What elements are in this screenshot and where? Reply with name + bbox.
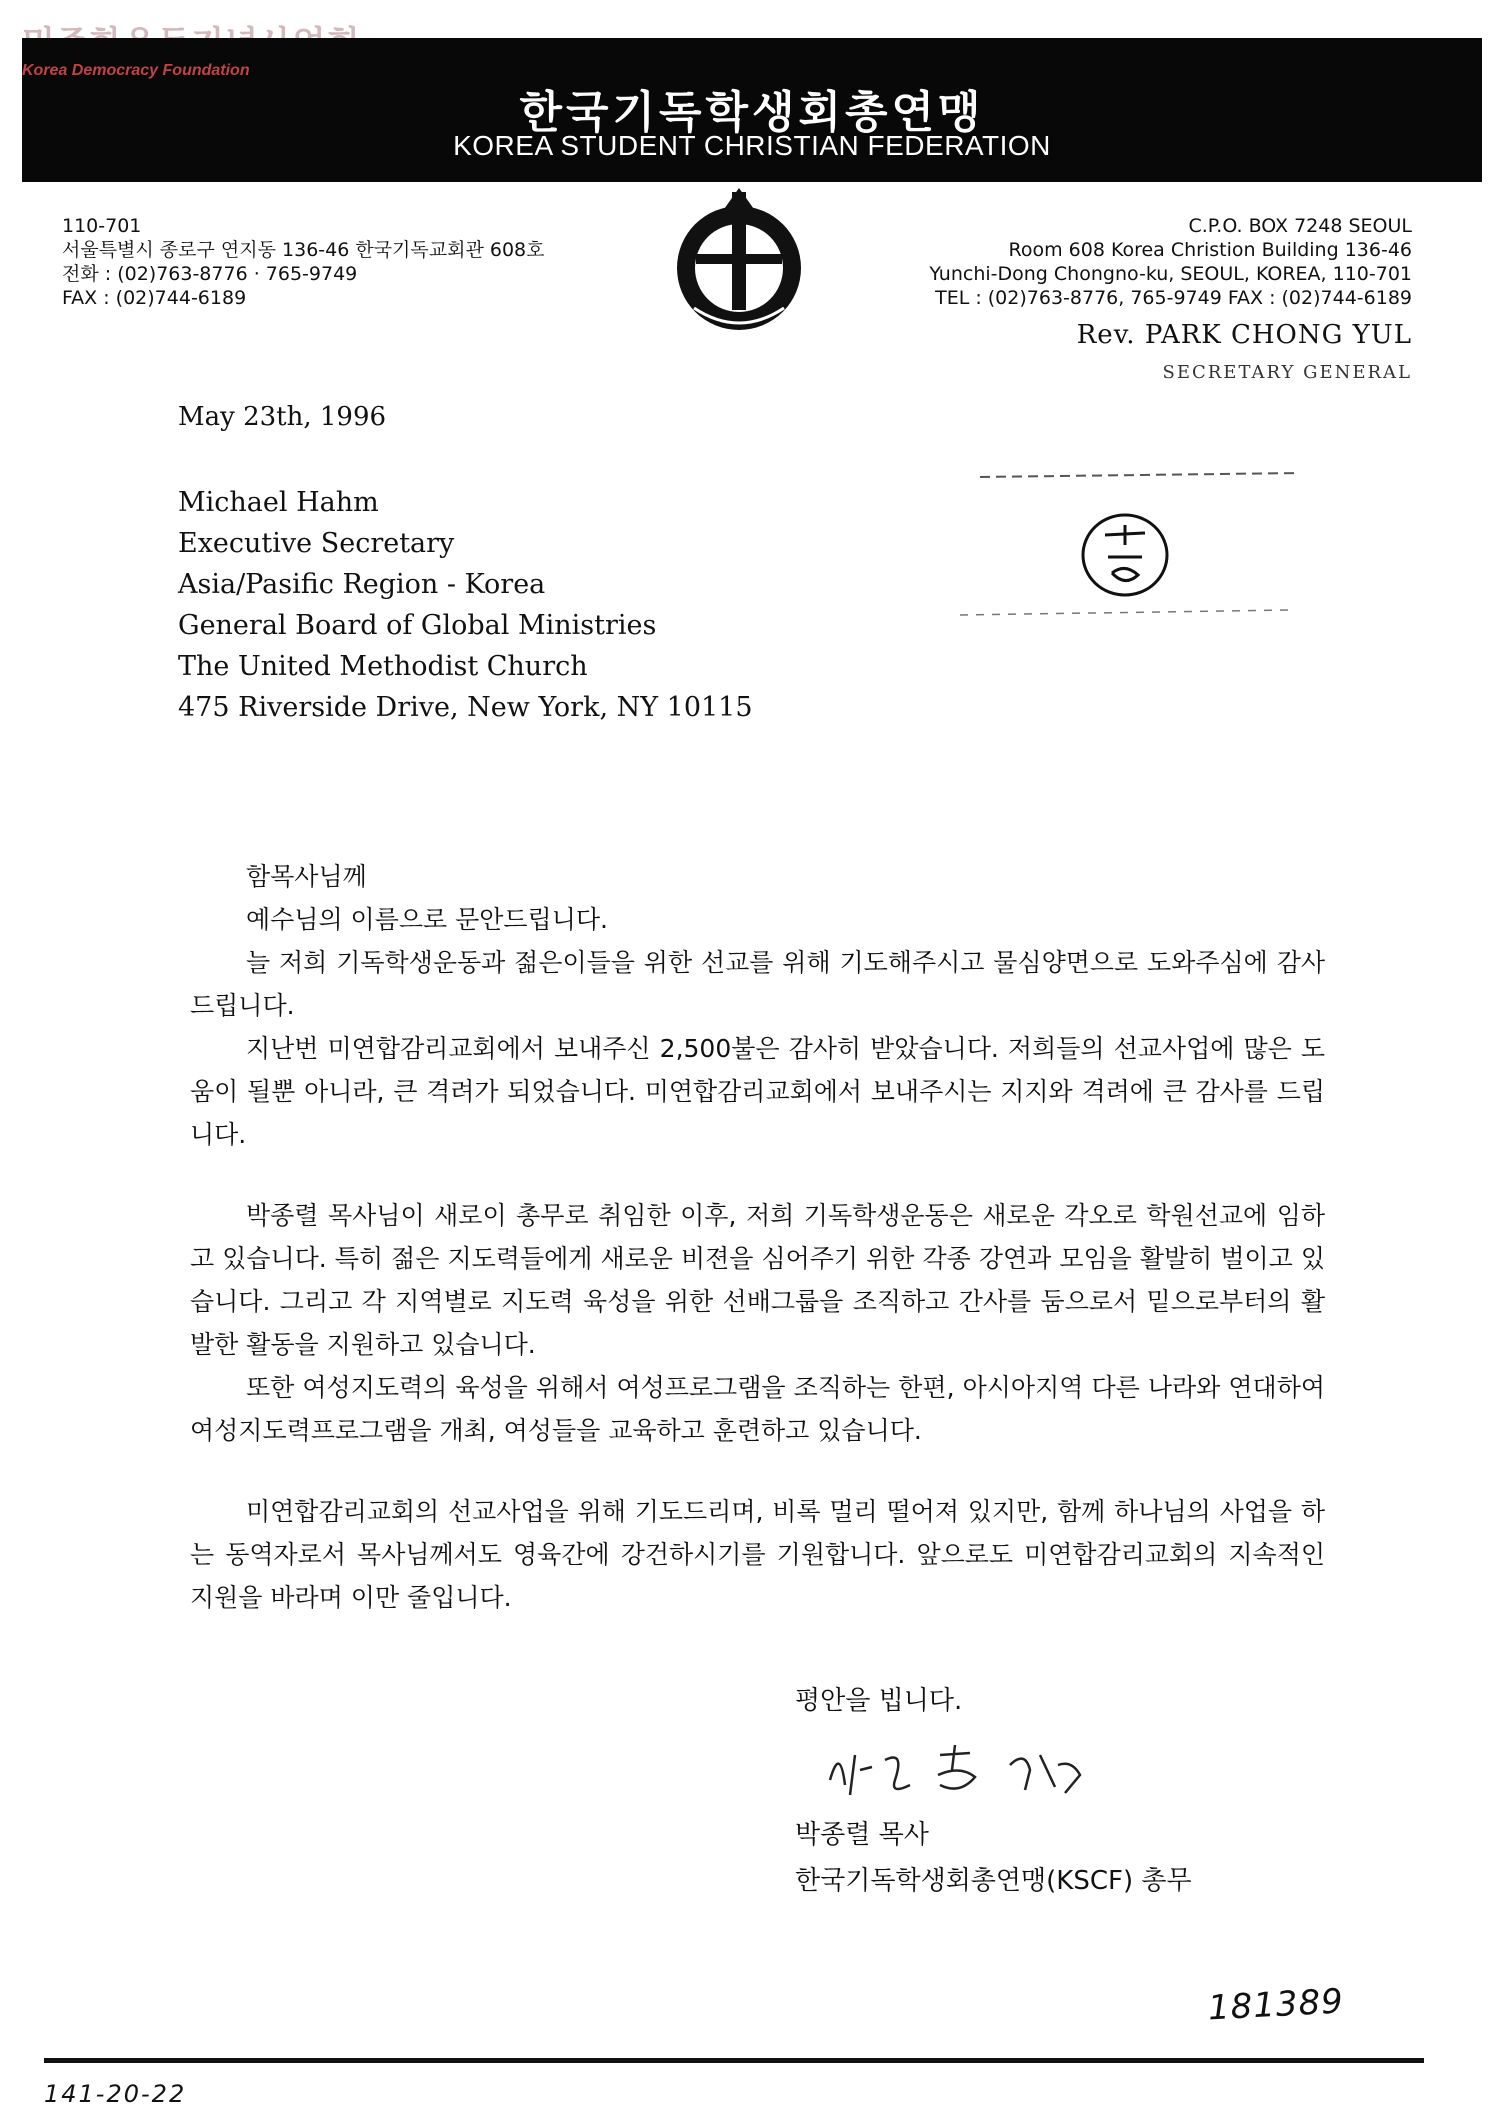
- organization-korean-name: 한국기독학생회총연맹: [519, 87, 985, 138]
- greeting: 예수님의 이름으로 문안드립니다.: [246, 905, 608, 934]
- signer-block: [795, 1812, 1192, 1904]
- recipient-line: Executive Secretary: [178, 528, 455, 559]
- kscf-logo-icon: [664, 188, 814, 338]
- reference-number: 141-20-22: [44, 2080, 187, 2108]
- address-line: 110-701: [62, 215, 142, 237]
- address-line: Room 608 Korea Christion Building 136-46: [1008, 239, 1412, 261]
- recipient-line: Michael Hahm: [178, 487, 379, 518]
- recipient-line: General Board of Global Ministries: [178, 610, 657, 641]
- address-line: FAX : (02)744-6189: [62, 287, 247, 309]
- letter-body: [190, 855, 1325, 1619]
- english-address-block: [929, 214, 1412, 310]
- letterhead-banner: [22, 38, 1482, 182]
- body-paragraph: 박종렬 목사님이 새로이 총무로 취임한 이후, 저희 기독학생운동은 새로운 각오로 학원선교에 임하고 있습니다. 특히 젊은 지도력들에게 새로운 비젼을 심어주기 위한 각종 강연과 모임을 활발히 벌이고 있습니다. 그리고 각 지역별로 지도력 육성을 위한 선배그룹을 조직하고 간사를 둠으로서 밑으로부터의 활발한 활동을 지원하고 있습니다.: [190, 1201, 1325, 1359]
- body-paragraph: 또한 여성지도력의 육성을 위해서 여성프로그램을 조직하는 한편, 아시아지역 다른 나라와 연대하여 여성지도력프로그램을 개최, 여성들을 교육하고 훈련하고 있습니다.: [190, 1373, 1325, 1445]
- address-line: Yunchi-Dong Chongno-ku, SEOUL, KOREA, 110-701: [929, 263, 1412, 285]
- signer-title: 한국기독학생회총연맹(KSCF) 총무: [795, 1866, 1192, 1896]
- address-line: TEL : (02)763-8776, 765-9749 FAX : (02)744-6189: [935, 287, 1412, 309]
- body-paragraph: 미연합감리교회의 선교사업을 위해 기도드리며, 비록 멀리 떨어져 있지만, 함께 하나님의 사업을 하는 동역자로서 목사님께서도 영육간에 강건하시기를 기원합니다. 앞으로도 미연합감리교회의 지속적인 지원을 바라며 이만 줄입니다.: [190, 1497, 1325, 1612]
- signer-name: 박종렬 목사: [795, 1820, 929, 1850]
- archive-number: 181389: [1207, 1981, 1345, 2029]
- salutation: 함목사님께: [246, 862, 367, 891]
- watermark-english: Korea Democracy Foundation: [22, 62, 250, 79]
- letter-date: May 23th, 1996: [178, 402, 387, 432]
- recipient-line: Asia/Pasific Region - Korea: [178, 569, 546, 600]
- handwritten-signature: [810, 1725, 1140, 1815]
- recipient-line: The United Methodist Church: [178, 651, 588, 682]
- body-paragraph: 지난번 미연합감리교회에서 보내주신 2,500불은 감사히 받았습니다. 저희들의 선교사업에 많은 도움이 될뿐 아니라, 큰 격려가 되었습니다. 미연합감리교회에서 보내주시는 지지와 격려에 큰 감사를 드립니다.: [190, 1034, 1325, 1149]
- address-line: 전화 : (02)763-8776 · 765-9749: [62, 263, 358, 285]
- recipient-address: [178, 482, 753, 728]
- body-paragraph: 늘 저희 기독학생운동과 젊은이들을 위한 선교를 위해 기도해주시고 물심양면으로 도와주심에 감사드립니다.: [190, 948, 1325, 1020]
- officer-name: Rev. PARK CHONG YUL: [1076, 320, 1412, 350]
- organization-english-name: KOREA STUDENT CHRISTIAN FEDERATION: [453, 130, 1051, 161]
- officer-title: SECRETARY GENERAL: [1162, 362, 1412, 383]
- address-line: C.P.O. BOX 7248 SEOUL: [1188, 215, 1412, 237]
- recipient-line: 475 Riverside Drive, New York, NY 10115: [178, 692, 753, 723]
- address-line: 서울특별시 종로구 연지동 136-46 한국기독교회관 608호: [62, 239, 545, 261]
- closing: 평안을 빕니다.: [795, 1686, 963, 1716]
- bottom-rule: [44, 2058, 1424, 2063]
- approval-stamp-icon: [960, 465, 1300, 625]
- korean-address-block: [62, 214, 545, 310]
